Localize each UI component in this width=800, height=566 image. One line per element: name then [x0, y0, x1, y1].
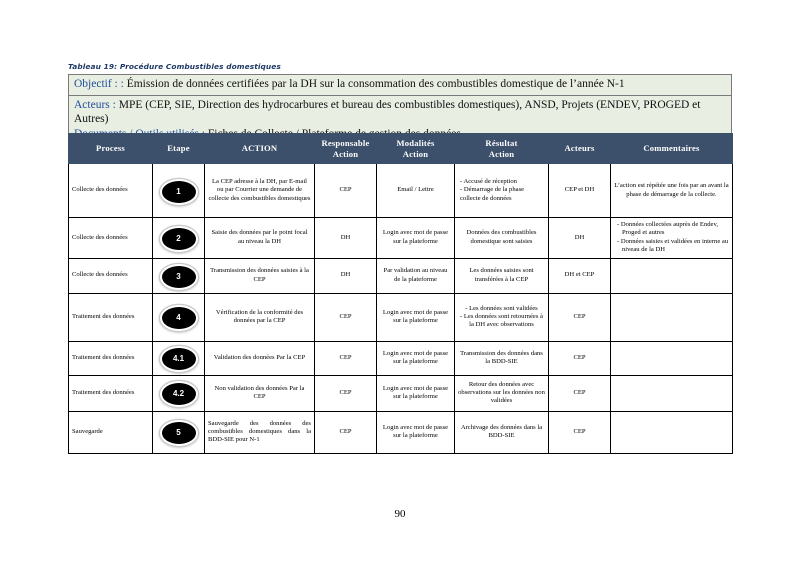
step-badge: 3 [162, 266, 196, 288]
column-header-etape: Etape [153, 134, 205, 164]
cell-responsable: DH [315, 258, 377, 293]
table-header-row [69, 134, 733, 164]
cell-etape [153, 258, 205, 293]
cell-etape [153, 375, 205, 411]
cell-action: Saisie des données par le point focal au niveau la DH [205, 218, 315, 259]
cell-responsable: CEP [315, 411, 377, 453]
objectif-band [68, 74, 732, 96]
cell-resultat: Retour des données avec observations sur les données non validées [455, 375, 549, 411]
cell-action: Validation des données Par la CEP [205, 341, 315, 375]
column-header-modalites-action [377, 134, 455, 164]
column-header-commentaires: Commentaires [611, 134, 733, 164]
cell-commentaire: L’action est répétée une fois par an avant la phase de démarrage de la collecte. [611, 164, 733, 218]
resultat-list [458, 178, 545, 203]
resultat-list [458, 305, 545, 330]
cell-resultat [455, 164, 549, 218]
step-badge: 4 [162, 307, 196, 329]
cell-process: Collecte des données [69, 164, 153, 218]
cell-etape [153, 164, 205, 218]
cell-etape [153, 411, 205, 453]
table-row [69, 375, 733, 411]
table-row [69, 218, 733, 259]
acteurs-value: MPE (CEP, SIE, Direction des hydrocarbures et bureau des combustibles domestiques), ANSD, Projets (ENDEV, PROGED et Autres) [74, 98, 701, 125]
cell-acteurs: DH et CEP [549, 258, 611, 293]
cell-process: Collecte des données [69, 258, 153, 293]
column-header-responsable-line1: Responsable [321, 138, 370, 148]
cell-acteurs: CEP [549, 293, 611, 341]
cell-resultat: Données des combustibles domestique sont saisies [455, 218, 549, 259]
resultat-item: - Démarrage de la phase collecte de données [460, 186, 525, 202]
column-header-acteurs: Acteurs [549, 134, 611, 164]
cell-responsable: CEP [315, 375, 377, 411]
cell-action: Non validation des données Par la CEP [205, 375, 315, 411]
cell-responsable: DH [315, 218, 377, 259]
table-row [69, 411, 733, 453]
column-header-responsable-action [315, 134, 377, 164]
table-caption: Tableau 19: Procédure Combustibles domestiques [68, 62, 281, 71]
objectif-label: Objectif : [74, 78, 118, 90]
step-badge: 2 [162, 228, 196, 250]
table-row [69, 293, 733, 341]
cell-commentaire [611, 258, 733, 293]
table-row [69, 341, 733, 375]
column-header-responsable-line2: Action [332, 148, 359, 159]
cell-process: Sauvegarde [69, 411, 153, 453]
resultat-item: - Les données sont validées [465, 304, 538, 312]
commentaire-list [614, 221, 729, 255]
column-header-resultat-line2: Action [488, 148, 515, 159]
cell-modalites: Login avec mot de passe sur la plateforme [377, 375, 455, 411]
cell-etape [153, 293, 205, 341]
column-header-action: ACTION [205, 134, 315, 164]
cell-acteurs: DH [549, 218, 611, 259]
cell-commentaire [611, 375, 733, 411]
cell-action: Vérification de la conformité des données par la CEP [205, 293, 315, 341]
acteurs-line [74, 98, 726, 127]
cell-resultat [455, 293, 549, 341]
procedure-table [68, 133, 733, 454]
cell-resultat: Archivage des données dans la BDD-SIE [455, 411, 549, 453]
column-header-modalites-line2: Action [402, 148, 429, 159]
cell-etape [153, 218, 205, 259]
cell-modalites: Email / Lettre [377, 164, 455, 218]
cell-modalites: Login avec mot de passe sur la plateforme [377, 341, 455, 375]
step-badge: 1 [162, 181, 196, 203]
cell-responsable: CEP [315, 341, 377, 375]
cell-etape [153, 341, 205, 375]
cell-acteurs: CEP et DH [549, 164, 611, 218]
cell-commentaire [611, 293, 733, 341]
page-number: 90 [394, 508, 406, 520]
cell-commentaire [611, 341, 733, 375]
cell-responsable: CEP [315, 164, 377, 218]
table-body [69, 164, 733, 454]
cell-process: Traitement des données [69, 293, 153, 341]
cell-resultat: Transmission des données dans la BDD-SIE [455, 341, 549, 375]
column-header-resultat-line1: Résultat [485, 138, 518, 148]
cell-commentaire [611, 411, 733, 453]
cell-modalites: Par validation au niveau de la plateforme [377, 258, 455, 293]
cell-acteurs: CEP [549, 411, 611, 453]
table-row [69, 258, 733, 293]
cell-modalites: Login avec mot de passe sur la plateforme [377, 411, 455, 453]
resultat-item: - Les données sont retournées à la DH avec observations [460, 312, 543, 329]
cell-process: Traitement des données [69, 375, 153, 411]
cell-action: Transmission des données saisies à la CEP [205, 258, 315, 293]
cell-acteurs: CEP [549, 375, 611, 411]
step-badge: 5 [162, 422, 196, 444]
resultat-item: - Accusé de réception [460, 177, 517, 185]
cell-acteurs: CEP [549, 341, 611, 375]
commentaire-item: - Données saisies et validées en interne au niveau de la DH [617, 237, 729, 254]
step-badge: 4.1 [162, 348, 196, 370]
cell-commentaire [611, 218, 733, 259]
cell-resultat: Les données saisies sont transférées à la CEP [455, 258, 549, 293]
cell-action: La CEP adresse à la DH, par E-mail ou par Courrier une demande de collecte des combustibles domestiques [205, 164, 315, 218]
cell-process: Traitement des données [69, 341, 153, 375]
acteurs-label: Acteurs : [74, 98, 116, 111]
column-header-resultat-action [455, 134, 549, 164]
column-header-process: Process [69, 134, 153, 164]
cell-responsable: CEP [315, 293, 377, 341]
table-row [69, 164, 733, 218]
cell-action: Sauvegarde des données des combustibles domestiques dans la BDD-SIE pour N-1 [205, 411, 315, 453]
objectif-value: Émission de données certifiées par la DH sur la consommation des combustibles domestique de l’année N-1 [126, 78, 625, 90]
column-header-modalites-line1: Modalités [396, 138, 435, 148]
cell-modalites: Login avec mot de passe sur la plateforme [377, 293, 455, 341]
step-badge: 4.2 [162, 383, 196, 405]
cell-process: Collecte des données [69, 218, 153, 259]
commentaire-item: - Données collectées auprès de Endev, Proged et autres [617, 221, 718, 237]
cell-modalites: Login avec mot de passe sur la plateforme [377, 218, 455, 259]
objectif-separator: : [120, 78, 124, 90]
